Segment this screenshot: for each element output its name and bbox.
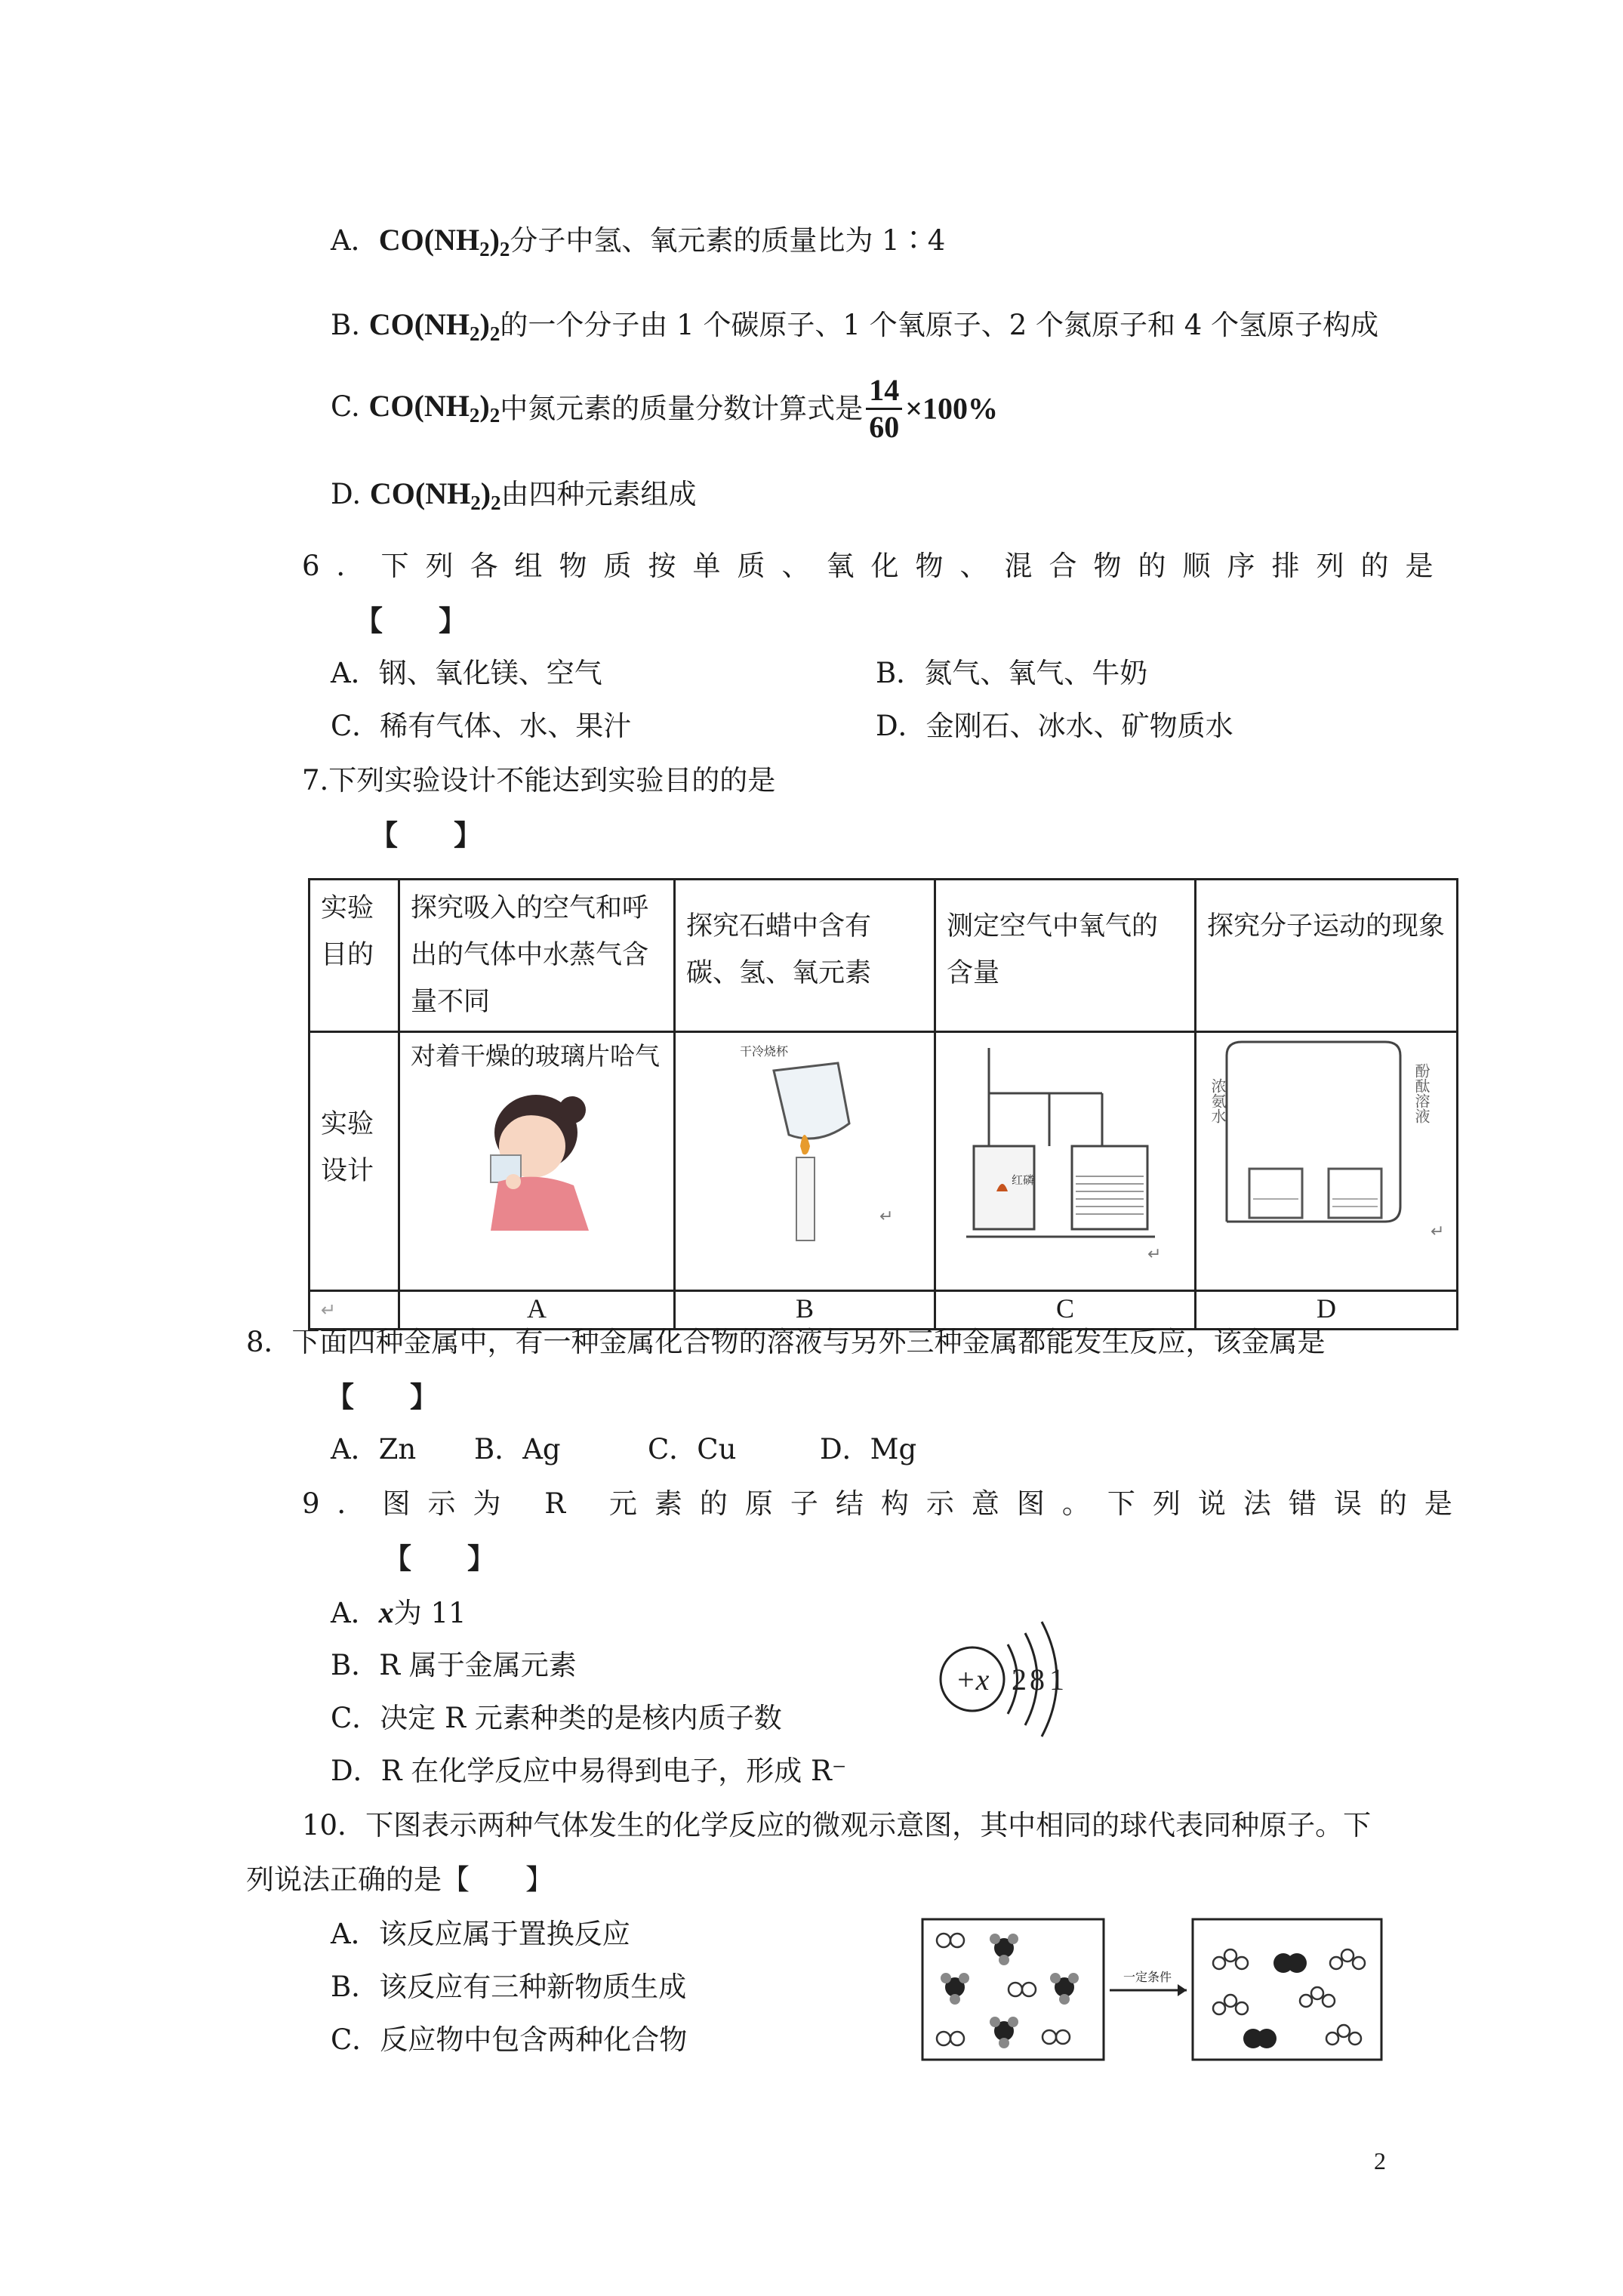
goal-c: 测定空气中氧气的含量	[935, 880, 1196, 1032]
q8-stem: 8．下面四种金属中，有一种金属化合物的溶液与另外三种金属都能发生反应，该金属是	[246, 1326, 1326, 1358]
q5-option-a: A．$CO(NH_2)_2$分子中氢、氧元素的质量比为 1∶4	[331, 223, 946, 260]
q6-option-c: C．稀有气体、水、果汁	[331, 710, 632, 742]
atomic-structure-diagram	[936, 1614, 1087, 1743]
goal-b: 探究石蜡中含有碳、氢、氧元素	[675, 880, 935, 1032]
q10-stem-line2: 列说法正确的是【 】	[246, 1863, 553, 1896]
option-c-label: C	[935, 1291, 1196, 1330]
goal-a: 探究吸入的空气和呼出的气体中水蒸气含量不同	[399, 880, 675, 1032]
q9-bracket: 【 】	[383, 1542, 495, 1575]
products-box	[1193, 1919, 1381, 2060]
q5-option-b: B. $CO(NH_2)_2$的一个分子由 1 个碳原子、1 个氧原子、2 个氮原子和 4 个氢原子构成	[331, 307, 1379, 345]
q9-option-b: B．R 属于金属元素	[331, 1649, 577, 1681]
page-number: 2	[1374, 2147, 1386, 2174]
q10-option-b: B．该反应有三种新物质生成	[331, 1971, 687, 2003]
q10-stem-line1: 10．下图表示两种气体发生的化学反应的微观示意图，其中相同的球代表同种原子。下	[302, 1809, 1372, 1841]
q8-option-b: B．Ag	[474, 1433, 561, 1465]
q10-option-c: C．反应物中包含两种化合物	[331, 2023, 688, 2056]
q10-option-a: A．该反应属于置换反应	[331, 1918, 630, 1950]
molecular-motion-apparatus	[1196, 1033, 1456, 1274]
design-b	[675, 1032, 935, 1291]
concentrated-ammonia-label: 浓氨水	[1209, 1078, 1227, 1123]
oxygen-measurement-apparatus	[936, 1033, 1194, 1274]
shell-3-electrons: 1	[1049, 1663, 1064, 1697]
experiment-table	[308, 878, 1458, 1330]
q9-option-c: C．决定 R 元素种类的是核内质子数	[331, 1702, 782, 1734]
row-header-design: 实验设计	[310, 1032, 399, 1291]
q7-bracket: 【 】	[370, 818, 482, 852]
design-a: 对着干燥的玻璃片哈气	[399, 1032, 675, 1291]
red-phosphorus-label: 红磷	[1012, 1173, 1035, 1187]
q6-option-b: B．氮气、氧气、牛奶	[876, 657, 1148, 689]
q6-bracket: 【 】	[355, 604, 467, 637]
shell-2-electrons: 8	[1030, 1663, 1045, 1697]
dry-cold-beaker-label: 干冷烧杯	[740, 1044, 789, 1059]
q8-bracket: 【 】	[326, 1380, 438, 1413]
option-d-label: D	[1196, 1291, 1458, 1330]
goal-d: 探究分子运动的现象	[1196, 880, 1458, 1032]
design-c	[935, 1032, 1196, 1291]
phenolphthalein-label: 酚酞溶液	[1412, 1063, 1431, 1123]
reaction-condition-label: 一定条件	[1123, 1970, 1172, 1984]
q9-stem: 9．图示为 R 元素的原子结构示意图。下列说法错误的是	[302, 1487, 1470, 1520]
q8-option-d: D．Mg	[820, 1433, 917, 1465]
svg-text:↵: ↵	[879, 1207, 894, 1226]
shell-1-electrons: 2	[1012, 1663, 1027, 1697]
option-row-blank: ↵	[310, 1291, 399, 1330]
option-a-label: A	[399, 1291, 675, 1330]
q8-option-a: A．Zn	[331, 1433, 417, 1465]
fraction-14-over-60: $\frac{14}{60}$	[866, 373, 902, 445]
row-header-goal: 实验目的	[310, 880, 399, 1032]
q5-option-d: D. $CO(NH_2)_2$由四种元素组成	[331, 476, 697, 514]
design-d	[1196, 1032, 1458, 1291]
girl-breathing-illustration	[400, 1080, 672, 1231]
option-b-label: B	[675, 1291, 935, 1330]
q8-option-c: C．Cu	[648, 1433, 737, 1465]
candle-beaker-illustration	[676, 1033, 934, 1274]
q6-stem: 6．下列各组物质按单质、氧化物、混合物的顺序排列的是	[302, 550, 1450, 582]
q7-stem: 7.下列实验设计不能达到实验目的的是	[302, 764, 776, 797]
svg-text:↵: ↵	[1431, 1222, 1445, 1241]
q9-option-a: A．x为 11	[331, 1595, 467, 1629]
svg-text:↵: ↵	[1147, 1245, 1162, 1264]
nucleus-charge: +x	[955, 1663, 990, 1697]
q6-option-a: A．钢、氧化镁、空气	[331, 657, 602, 689]
q9-option-d: D．R 在化学反应中易得到电子，形成 R⁻	[331, 1755, 847, 1787]
reaction-micro-diagram	[921, 1918, 1389, 2069]
q6-option-d: D．金刚石、冰水、矿物质水	[876, 710, 1233, 742]
q5-option-c: C. $CO(NH_2)_2$中氮元素的质量分数计算式是 $\frac{14}{60}$ ×100%	[331, 373, 998, 444]
